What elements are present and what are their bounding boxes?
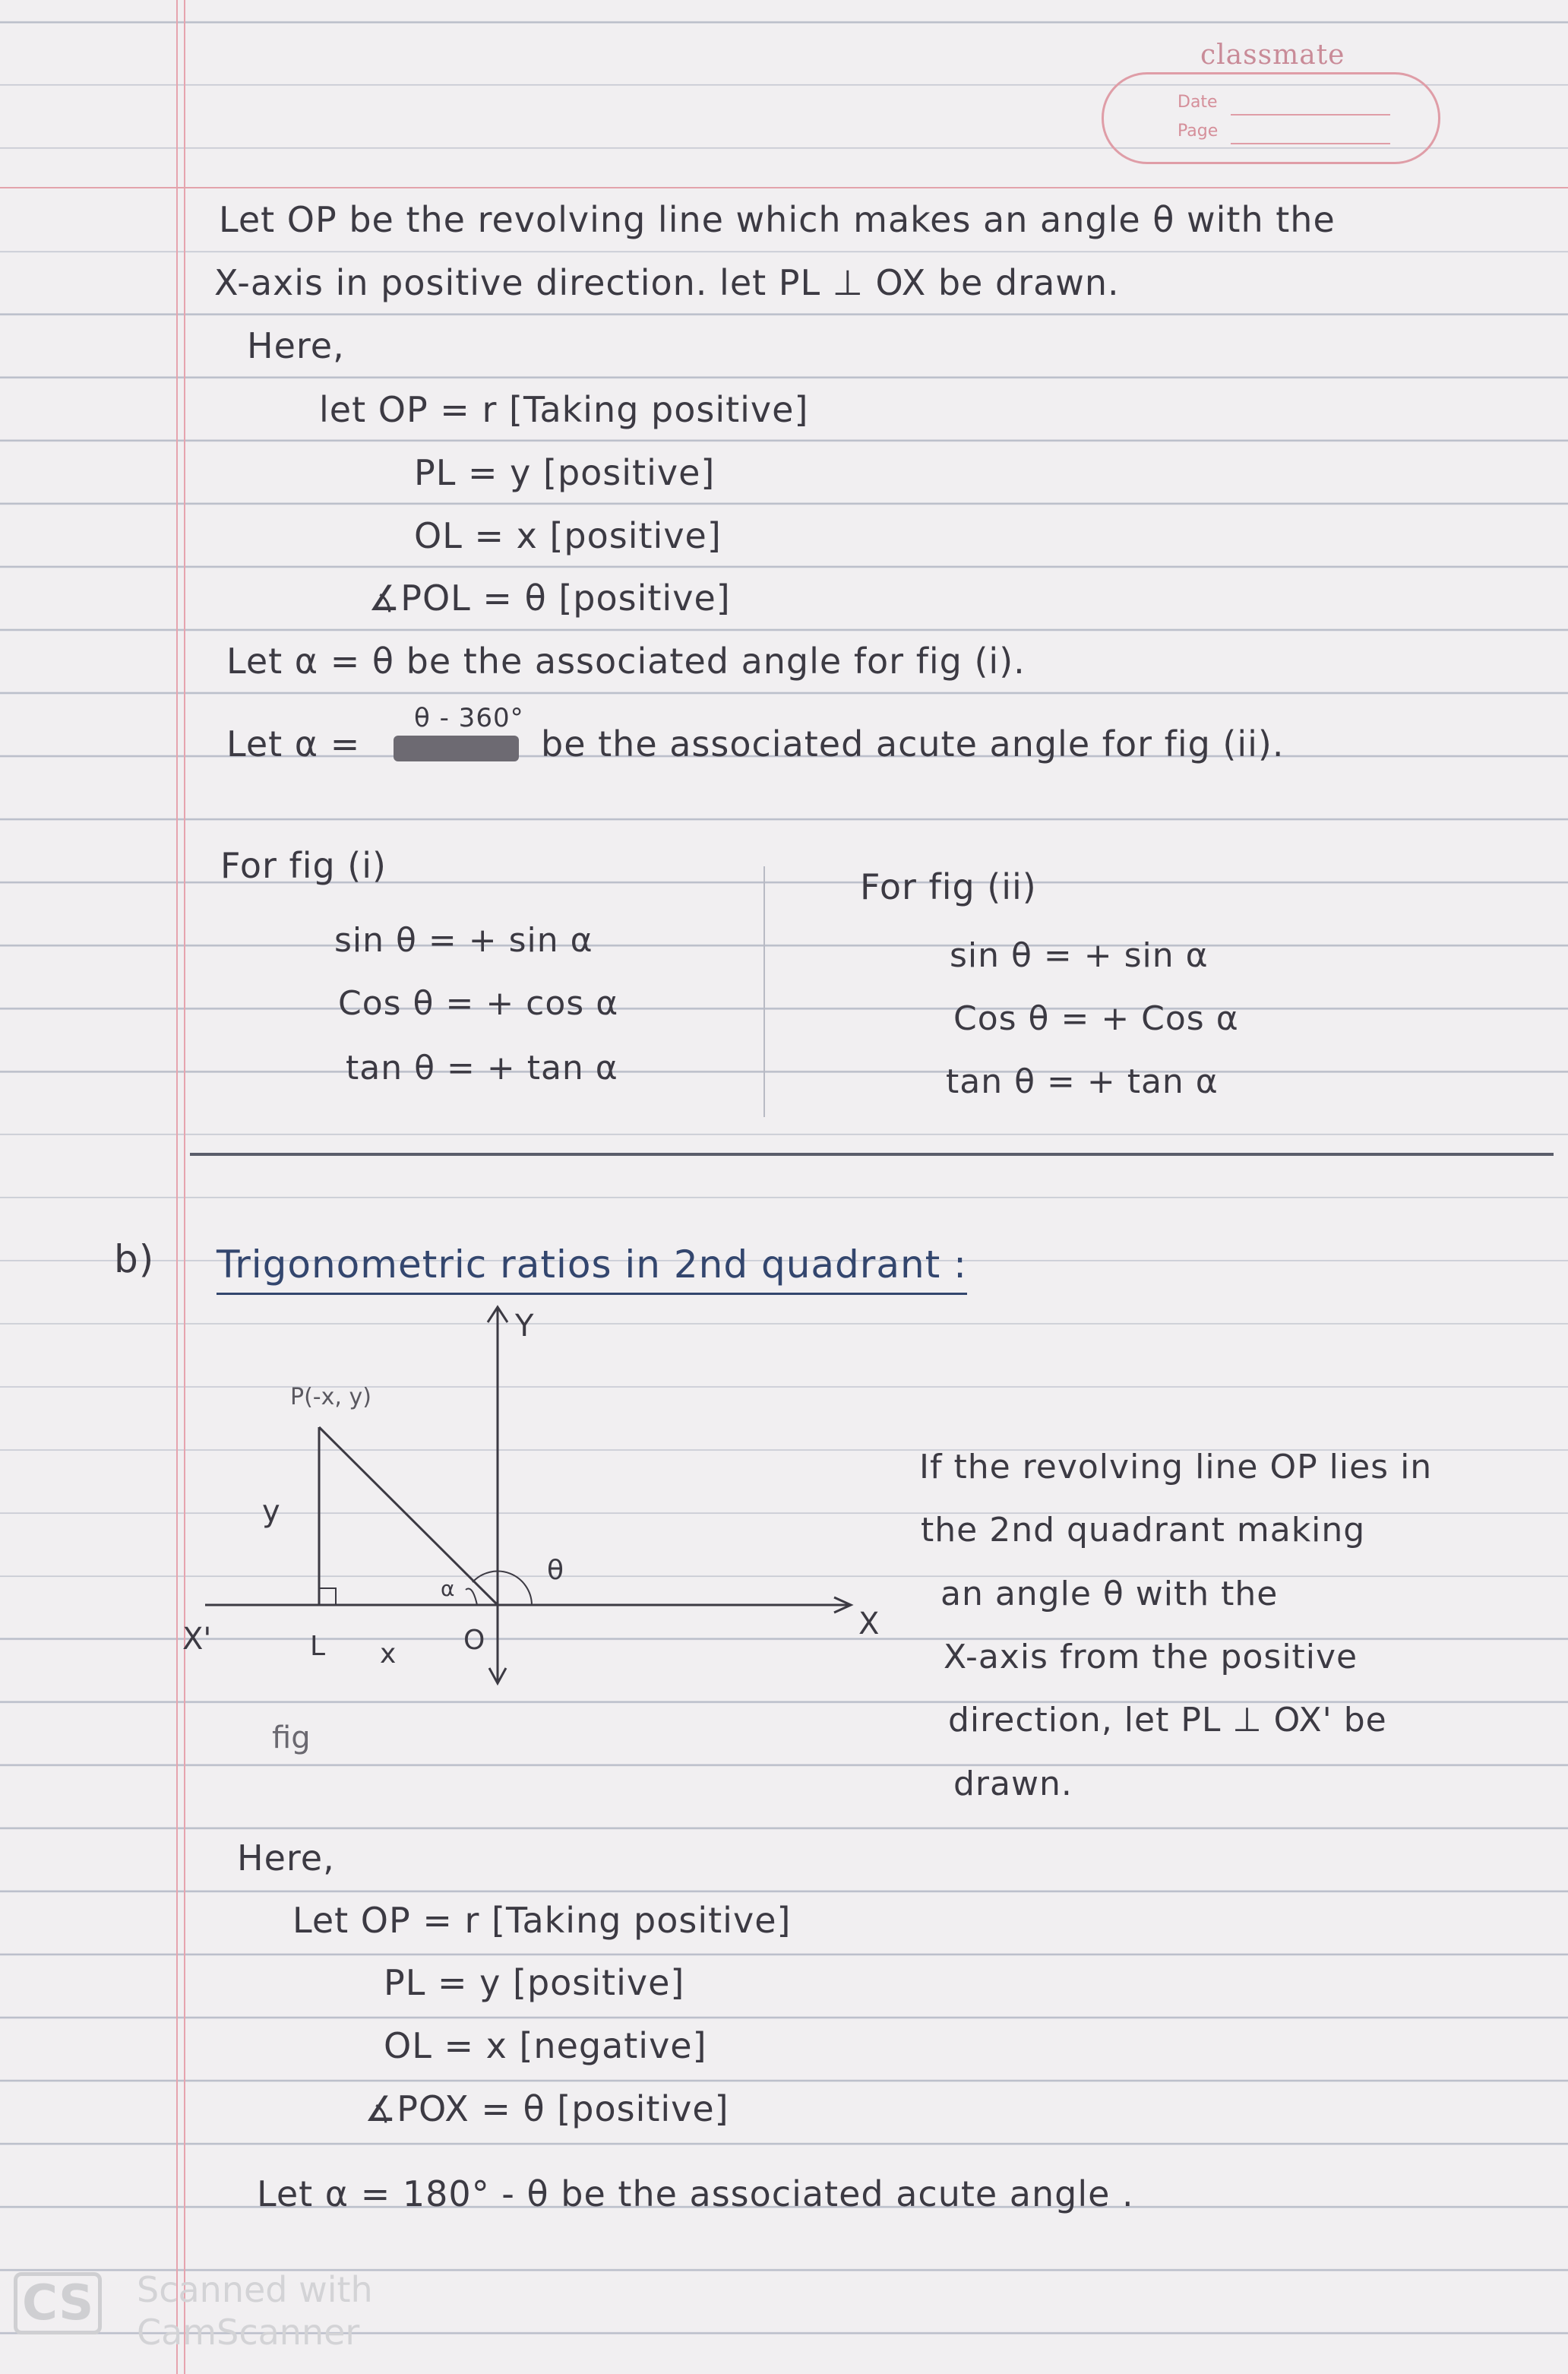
origin-label: O	[463, 1625, 485, 1656]
fig-ii-tan: tan θ = + tan α	[946, 1062, 1219, 1101]
page-label: Page	[1178, 122, 1219, 141]
fig-ii-cos: Cos θ = + Cos α	[953, 999, 1239, 1038]
alpha-arc	[466, 1589, 477, 1605]
brand-logo: classmate	[1200, 40, 1345, 71]
assumption2-alpha: Let α = 180° - θ be the associated acute angle .	[257, 2173, 1134, 2214]
table-divider	[763, 866, 765, 1117]
description-line-1: If the revolving line OP lies in	[919, 1448, 1433, 1486]
description-line-5: direction, let PL ⊥ OX' be	[948, 1701, 1387, 1739]
quadrant-diagram	[175, 1292, 904, 1778]
theta-label: θ	[547, 1555, 564, 1586]
description-line-6: drawn.	[953, 1765, 1073, 1803]
page-rule	[1231, 143, 1390, 144]
date-page-stamp	[1102, 72, 1440, 164]
x-axis-label: X	[858, 1606, 880, 1641]
here-label-1: Here,	[247, 325, 345, 366]
side-y-label: y	[262, 1494, 280, 1529]
assumption2-angle: ∡POX = θ [positive]	[365, 2088, 729, 2129]
assumption2-pl: PL = y [positive]	[384, 1962, 685, 2003]
fig-ii-sin: sin θ = + sin α	[950, 936, 1209, 975]
scribbled-out-text	[394, 736, 519, 761]
y-axis-label: Y	[515, 1309, 534, 1344]
intro-line-1: Let OP be the revolving line which makes an angle θ with the	[219, 199, 1336, 240]
description-line-3: an angle θ with the	[940, 1575, 1279, 1613]
assumption-ol: OL = x [positive]	[414, 515, 722, 556]
assumption2-ol: OL = x [negative]	[384, 2025, 707, 2066]
header-line	[0, 187, 1568, 188]
x-prime-label: X'	[182, 1622, 212, 1657]
side-x-label: x	[380, 1638, 397, 1670]
description-line-2: the 2nd quadrant making	[921, 1511, 1366, 1549]
margin-line	[176, 0, 178, 2374]
section-b-label: b)	[114, 1237, 155, 1281]
fig-caption: fig	[272, 1720, 311, 1755]
fig-i-sin: sin θ = + sin α	[334, 921, 593, 960]
associated-line-1: Let α = θ be the associated angle for fig (i).	[226, 641, 1026, 682]
description-line-4: X-axis from the positive	[944, 1638, 1358, 1676]
margin-line-2	[184, 0, 185, 2374]
associated-line-2-prefix: Let α =	[226, 723, 361, 764]
associated-line-2-suffix: be the associated acute angle for fig (ii).	[541, 723, 1285, 764]
camscanner-badge: CS	[14, 2272, 102, 2334]
fig-i-header: For fig (i)	[220, 845, 387, 886]
right-angle-mark	[319, 1588, 336, 1605]
associated-correction: θ - 360°	[414, 703, 524, 733]
alpha-label: α	[441, 1576, 455, 1601]
fig-i-cos: Cos θ = + cos α	[338, 984, 619, 1023]
camscanner-watermark: Scanned with CamScanner	[137, 2269, 373, 2353]
assumption-pl: PL = y [positive]	[414, 452, 716, 493]
section-b-title: Trigonometric ratios in 2nd quadrant :	[217, 1242, 967, 1295]
assumption2-op: Let OP = r [Taking positive]	[292, 1900, 792, 1941]
assumption-angle: ∡POL = θ [positive]	[368, 578, 731, 619]
intro-line-2: X-axis in positive direction. let PL ⊥ OX be drawn.	[214, 262, 1120, 303]
fig-i-tan: tan θ = + tan α	[346, 1049, 618, 1087]
date-label: Date	[1178, 93, 1218, 112]
foot-l-label: L	[310, 1631, 326, 1662]
fig-ii-header: For fig (ii)	[860, 866, 1037, 907]
date-rule	[1231, 114, 1390, 116]
revolving-line-op	[319, 1427, 498, 1605]
assumption-op: let OP = r [Taking positive]	[319, 389, 809, 430]
point-p-label: P(-x, y)	[290, 1384, 371, 1410]
here-label-2: Here,	[237, 1837, 335, 1879]
section-separator	[190, 1153, 1554, 1156]
